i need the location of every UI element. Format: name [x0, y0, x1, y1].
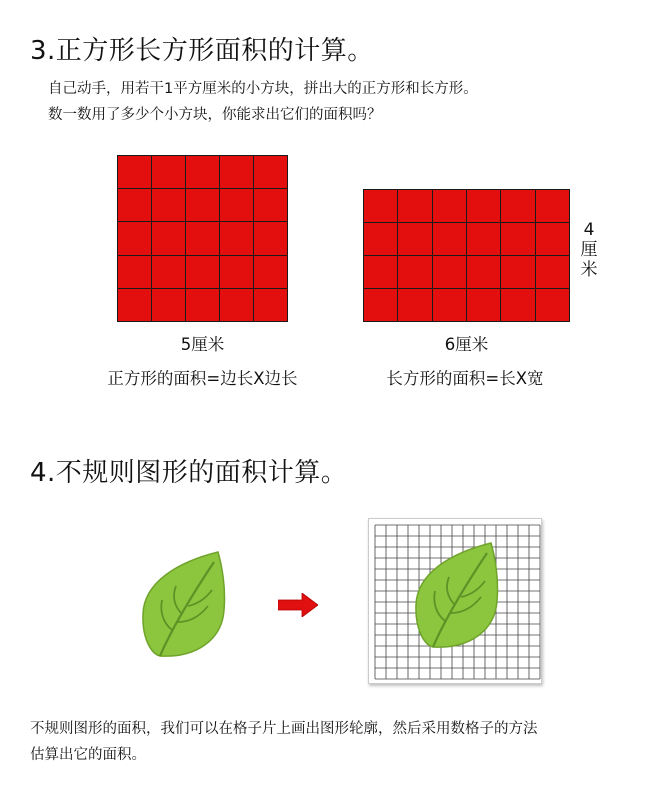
grid-cell [186, 156, 219, 188]
grid-cell [467, 223, 500, 255]
grid-cell [118, 256, 151, 288]
grid-cell [433, 190, 466, 222]
rectangle-formula: 长方形的面积=长X宽 [386, 369, 544, 388]
grid-cell [254, 256, 287, 288]
grid-cell [501, 289, 534, 321]
grid-cell [467, 190, 500, 222]
rectangle-width-label [578, 220, 600, 280]
grid-cell [364, 190, 397, 222]
grid-cell [398, 256, 431, 288]
grid-paper-drawing [369, 519, 541, 683]
grid-cell [536, 256, 569, 288]
grid-cell [501, 190, 534, 222]
grid-paper-icon [368, 518, 542, 684]
grid-cell [118, 156, 151, 188]
grid-cell [364, 256, 397, 288]
grid-cell [220, 156, 253, 188]
grid-cell [433, 289, 466, 321]
width-digit: 4 [583, 220, 595, 240]
grid-cell [254, 189, 287, 221]
grid-cell [467, 256, 500, 288]
grid-cell [254, 222, 287, 254]
grid-cell [536, 289, 569, 321]
right-arrow-icon [278, 593, 318, 617]
grid-cell [186, 222, 219, 254]
grid-cell [433, 256, 466, 288]
grid-cell [254, 289, 287, 321]
desc-line-1: 不规则图形的面积，我们可以在格子片上画出图形轮廓，然后采用数格子的方法 [30, 721, 538, 737]
grid-cell [398, 289, 431, 321]
grid-cell [220, 189, 253, 221]
grid-cell [398, 190, 431, 222]
grid-cell [536, 223, 569, 255]
square-formula: 正方形的面积=边长X边长 [107, 369, 298, 388]
grid-cell [152, 222, 185, 254]
grid-cell [364, 223, 397, 255]
grid-cell [152, 256, 185, 288]
square-grid [117, 155, 288, 322]
grid-cell [220, 222, 253, 254]
grid-cell [152, 289, 185, 321]
width-char-1: 厘 [580, 240, 598, 260]
grid-cell [501, 223, 534, 255]
grid-cell [398, 223, 431, 255]
grid-cell [501, 256, 534, 288]
rectangle-grid [363, 189, 570, 322]
grid-cell [536, 190, 569, 222]
rectangle-length-label: 6厘米 [444, 335, 489, 354]
grid-cell [118, 222, 151, 254]
intro-line-1: 自己动手，用若干1平方厘米的小方块，拼出大的正方形和长方形。 [48, 81, 478, 97]
leaf-icon [138, 548, 230, 660]
grid-cell [118, 289, 151, 321]
desc-line-2: 估算出它的面积。 [30, 747, 146, 763]
grid-cell [364, 289, 397, 321]
grid-cell [152, 156, 185, 188]
grid-cell [433, 223, 466, 255]
grid-cell [186, 189, 219, 221]
grid-cell [118, 189, 151, 221]
section4-title: 4.不规则图形的面积计算。 [30, 458, 348, 488]
intro-line-2: 数一数用了多少个小方块，你能求出它们的面积吗？ [48, 107, 382, 123]
grid-cell [220, 289, 253, 321]
grid-cell [152, 189, 185, 221]
grid-cell [254, 156, 287, 188]
section3-title: 3.正方形长方形面积的计算。 [30, 36, 374, 66]
square-side-label: 5厘米 [180, 335, 225, 354]
grid-cell [467, 289, 500, 321]
grid-cell [186, 289, 219, 321]
grid-cell [220, 256, 253, 288]
grid-cell [186, 256, 219, 288]
width-char-2: 米 [580, 260, 598, 280]
